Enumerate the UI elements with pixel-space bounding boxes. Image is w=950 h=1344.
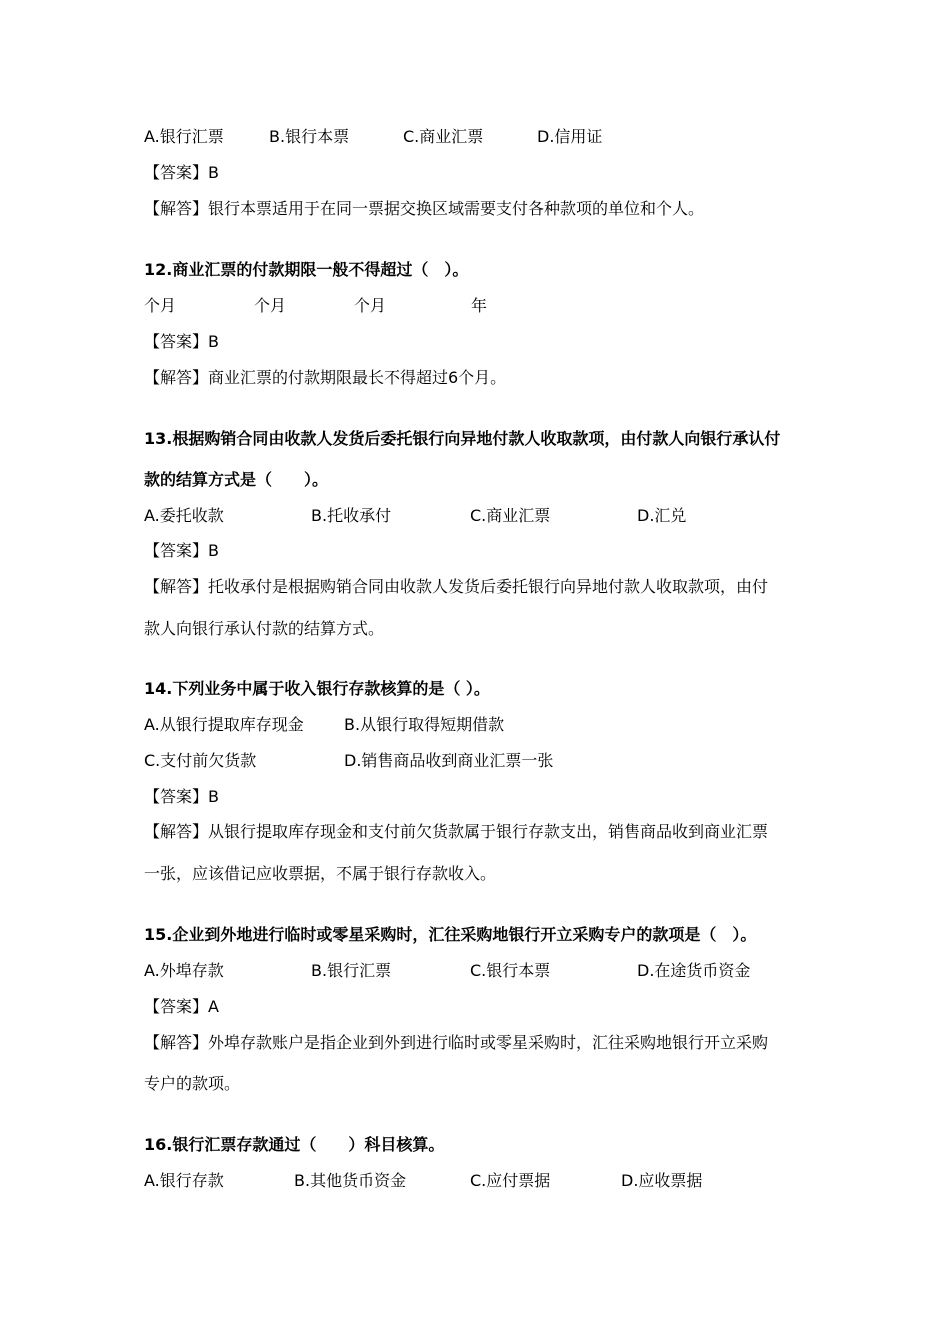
q16-option-d: D.应收票据 — [621, 1171, 703, 1190]
q15-option-d: D.在途货币资金 — [637, 961, 751, 980]
q11-option-b: B.银行本票 — [269, 127, 350, 146]
q16-option-b: B.其他货币资金 — [294, 1171, 407, 1190]
q12-answer: 【答案】B — [144, 332, 219, 351]
q13-option-c: C.商业汇票 — [470, 506, 551, 525]
q14-answer: 【答案】B — [144, 787, 219, 806]
q15-explanation-line2: 专户的款项。 — [144, 1074, 241, 1093]
q12-option-d: 年 — [471, 296, 488, 315]
q16-option-c: C.应付票据 — [470, 1171, 551, 1190]
q15-option-c: C.银行本票 — [470, 961, 551, 980]
q15-answer: 【答案】A — [144, 997, 219, 1016]
q14-explanation-line1: 【解答】从银行提取库存现金和支付前欠货款属于银行存款支出，销售商品收到商业汇票 — [144, 822, 769, 841]
q15-option-a: A.外埠存款 — [144, 961, 224, 980]
q12-option-b: 个月 — [254, 296, 287, 315]
q15-option-b: B.银行汇票 — [311, 961, 392, 980]
q12-option-c: 个月 — [354, 296, 387, 315]
q13-explanation-line1: 【解答】托收承付是根据购销合同由收款人发货后委托银行向异地付款人收取款项，由付 — [144, 577, 769, 596]
q13-option-b: B.托收承付 — [311, 506, 392, 525]
q12-explanation: 【解答】商业汇票的付款期限最长不得超过6个月。 — [144, 368, 507, 387]
q12-question: 12.商业汇票的付款期限一般不得超过（ ）。 — [144, 260, 469, 279]
q14-option-a: A.从银行提取库存现金 — [144, 715, 304, 734]
q11-option-d: D.信用证 — [537, 127, 603, 146]
q16-option-a: A.银行存款 — [144, 1171, 224, 1190]
q11-option-a: A.银行汇票 — [144, 127, 224, 146]
q14-option-d: D.销售商品收到商业汇票一张 — [344, 751, 554, 770]
q16-question: 16.银行汇票存款通过（ ）科目核算。 — [144, 1135, 445, 1154]
q13-question-line2: 款的结算方式是（ ）。 — [144, 470, 329, 489]
q13-option-d: D.汇兑 — [637, 506, 687, 525]
q11-explanation: 【解答】银行本票适用于在同一票据交换区域需要支付各种款项的单位和个人。 — [144, 199, 705, 218]
q13-question-line1: 13.根据购销合同由收款人发货后委托银行向异地付款人收取款项，由付款人向银行承认付 — [144, 429, 781, 448]
q14-question: 14.下列业务中属于收入银行存款核算的是（ ）。 — [144, 679, 490, 698]
q14-explanation-line2: 一张，应该借记应收票据，不属于银行存款收入。 — [144, 864, 497, 883]
q14-option-b: B.从银行取得短期借款 — [344, 715, 505, 734]
q12-option-a: 个月 — [144, 296, 177, 315]
q13-explanation-line2: 款人向银行承认付款的结算方式。 — [144, 619, 385, 638]
q11-answer: 【答案】B — [144, 163, 219, 182]
q15-question: 15.企业到外地进行临时或零星采购时，汇往采购地银行开立采购专户的款项是（ ）。 — [144, 925, 757, 944]
q13-option-a: A.委托收款 — [144, 506, 224, 525]
q11-option-c: C.商业汇票 — [403, 127, 484, 146]
q14-option-c: C.支付前欠货款 — [144, 751, 257, 770]
q15-explanation-line1: 【解答】外埠存款账户是指企业到外到进行临时或零星采购时，汇往采购地银行开立采购 — [144, 1033, 769, 1052]
q13-answer: 【答案】B — [144, 541, 219, 560]
